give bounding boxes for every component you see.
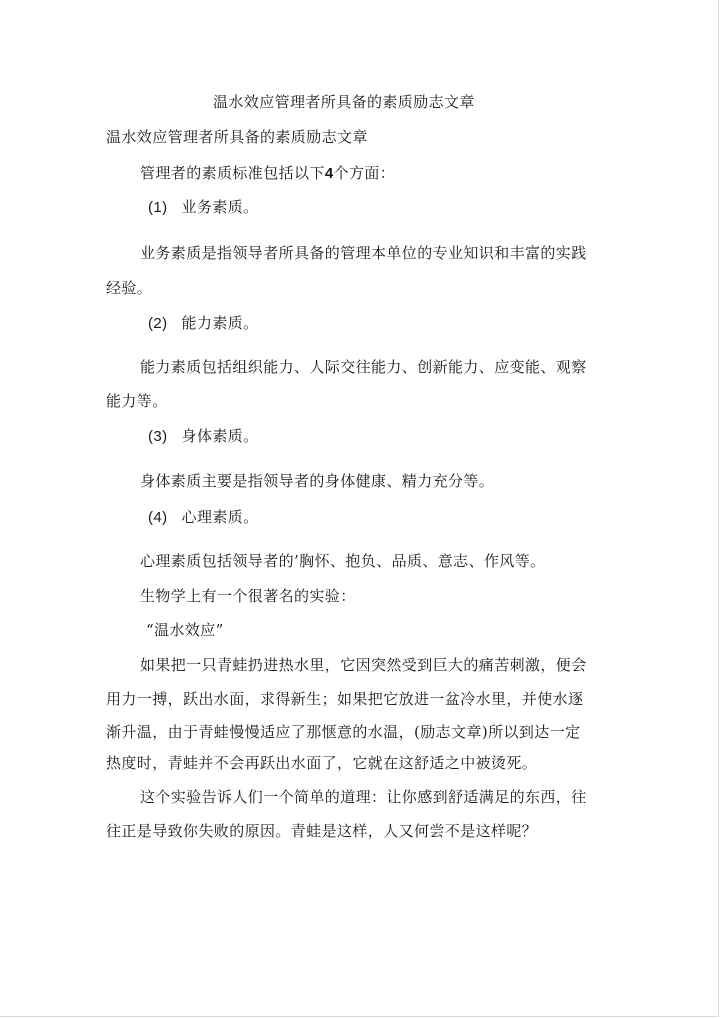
- experiment-intro: 生物学上有一个很著名的实验：: [140, 587, 356, 605]
- item-heading: [148, 426, 259, 447]
- story-line: 热度时，青蛙并不会再跃出水面了，它就在这舒适之中被烫死。: [106, 754, 538, 772]
- item-description-line: 能力素质包括组织能力、人际交往能力、创新能力、应变能、观察: [140, 358, 587, 376]
- intro-line: [140, 163, 395, 184]
- document-subtitle: 温水效应管理者所具备的素质励志文章: [106, 128, 368, 146]
- intro-text: 管理者的素质标准包括以下: [140, 164, 325, 182]
- story-line: 如果把一只青蛙扔进热水里，它因突然受到巨大的痛苦刺激，便会: [140, 656, 587, 674]
- item-description-line: 身体素质主要是指领导者的身体健康、精力充分等。: [140, 472, 495, 490]
- item-label: 业务素质。: [181, 198, 259, 216]
- item-number: (3): [148, 428, 168, 445]
- item-label: 能力素质。: [181, 314, 259, 332]
- story-line: 渐升温，由于青蛙慢慢适应了那惬意的水温，(励志文章)所以到达一定: [106, 723, 581, 741]
- document-title: 温水效应管理者所具备的素质励志文章: [213, 93, 475, 111]
- item-description-line: 心理素质包括领导者的’胸怀、抱负、品质、意志、作风等。: [140, 552, 546, 570]
- item-heading: [148, 313, 259, 334]
- item-description-line: 业务素质是指领导者所具备的管理本单位的专业知识和丰富的实践: [140, 244, 587, 262]
- item-label: 身体素质。: [181, 427, 259, 445]
- lesson-line: 往正是导致你失败的原因。青蛙是这样，人又何尝不是这样呢？: [106, 822, 538, 840]
- item-number: (1): [148, 199, 168, 216]
- intro-text-end: 个方面：: [333, 164, 396, 182]
- item-heading: [148, 197, 259, 218]
- item-description-line: 能力等。: [106, 392, 168, 410]
- story-line: 用力一搏，跃出水面，求得新生；如果把它放进一盆冷水里，并使水逐: [106, 690, 584, 708]
- intro-count: 4: [324, 165, 334, 182]
- item-description-line: 经验。: [106, 279, 153, 297]
- item-label: 心理素质。: [181, 508, 259, 526]
- item-heading: [148, 507, 259, 528]
- lesson-line: 这个实验告诉人们一个简单的道理：让你感到舒适满足的东西，往: [140, 788, 587, 806]
- item-number: (2): [148, 315, 168, 332]
- item-number: (4): [148, 509, 168, 526]
- experiment-name: “温水效应”: [146, 621, 224, 639]
